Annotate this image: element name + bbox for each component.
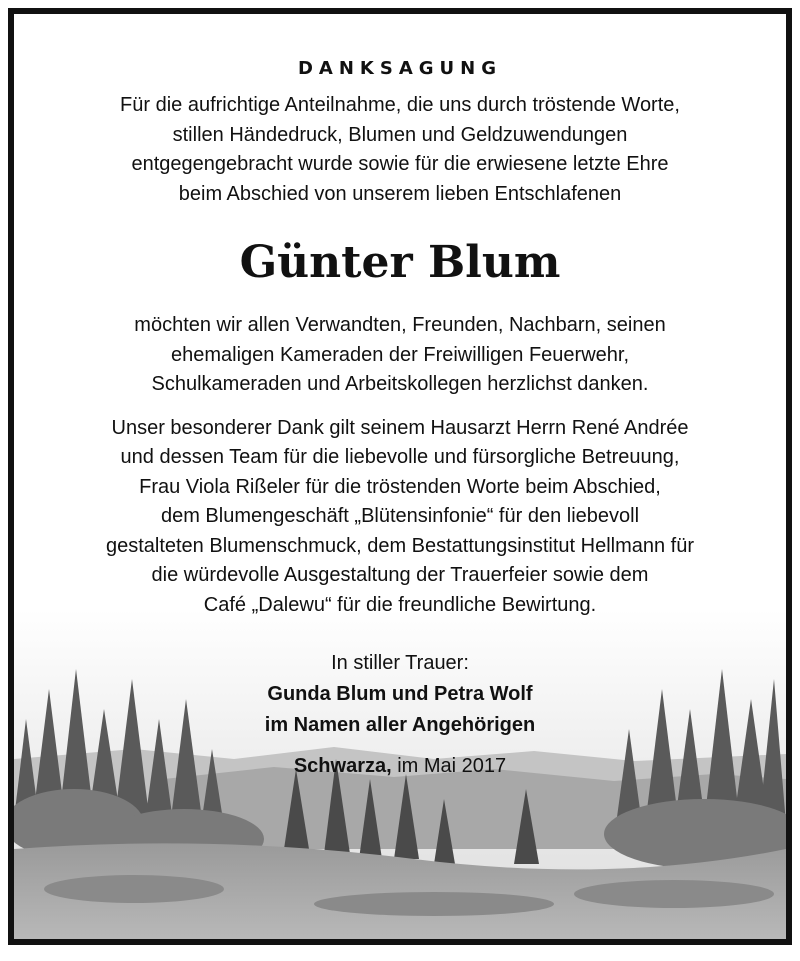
intro-line: entgegengebracht wurde sowie für die erwiesene letzte Ehre <box>131 153 669 175</box>
thanks-line: Schulkameraden und Arbeitskollegen herzlichst danken. <box>151 373 649 395</box>
place: Schwarza, <box>293 755 392 777</box>
intro-line: stillen Händedruck, Blumen und Geldzuwendungen <box>172 123 628 146</box>
mourners-note: im Namen aller Angehörigen <box>264 714 536 736</box>
special-line: gestalteten Blumenschmuck, dem Bestattungsinstitut Hellmann für <box>105 534 695 557</box>
date: im Mai 2017 <box>397 755 507 777</box>
intro-line: beim Abschied von unserem lieben Entschlafenen <box>178 182 622 205</box>
special-line: dem Blumengeschäft „Blütensinfonie“ für den liebevoll <box>160 505 640 527</box>
special-line: Unser besonderer Dank gilt seinem Hausarzt Herrn René Andrée <box>111 416 689 439</box>
mourning-intro: In stiller Trauer: <box>331 652 469 674</box>
notice-frame <box>8 8 792 945</box>
intro-paragraph <box>14 91 786 209</box>
mourning-block <box>14 648 786 741</box>
heading: DANKSAGUNG <box>297 58 502 79</box>
special-thanks-paragraph <box>14 414 786 621</box>
mourners-names: Gunda Blum und Petra Wolf <box>267 683 533 705</box>
intro-line: Für die aufrichtige Anteilnahme, die uns durch tröstende Worte, <box>120 94 680 116</box>
deceased-name: Günter Blum <box>239 237 561 288</box>
special-line: und dessen Team für die liebevolle und fürsorgliche Betreuung, <box>120 446 680 468</box>
special-line: Frau Viola Rißeler für die tröstenden Worte beim Abschied, <box>139 475 661 498</box>
thanks-paragraph <box>14 311 786 400</box>
notice-text <box>14 14 786 778</box>
thanks-line: ehemaligen Kameraden der Freiwilligen Feuerwehr, <box>170 343 630 366</box>
thanks-line: möchten wir allen Verwandten, Freunden, Nachbarn, seinen <box>134 314 666 336</box>
special-line: Café „Dalewu“ für die freundliche Bewirtung. <box>203 593 597 616</box>
special-line: die würdevolle Ausgestaltung der Trauerfeier sowie dem <box>151 564 649 586</box>
place-date-line <box>14 755 786 778</box>
